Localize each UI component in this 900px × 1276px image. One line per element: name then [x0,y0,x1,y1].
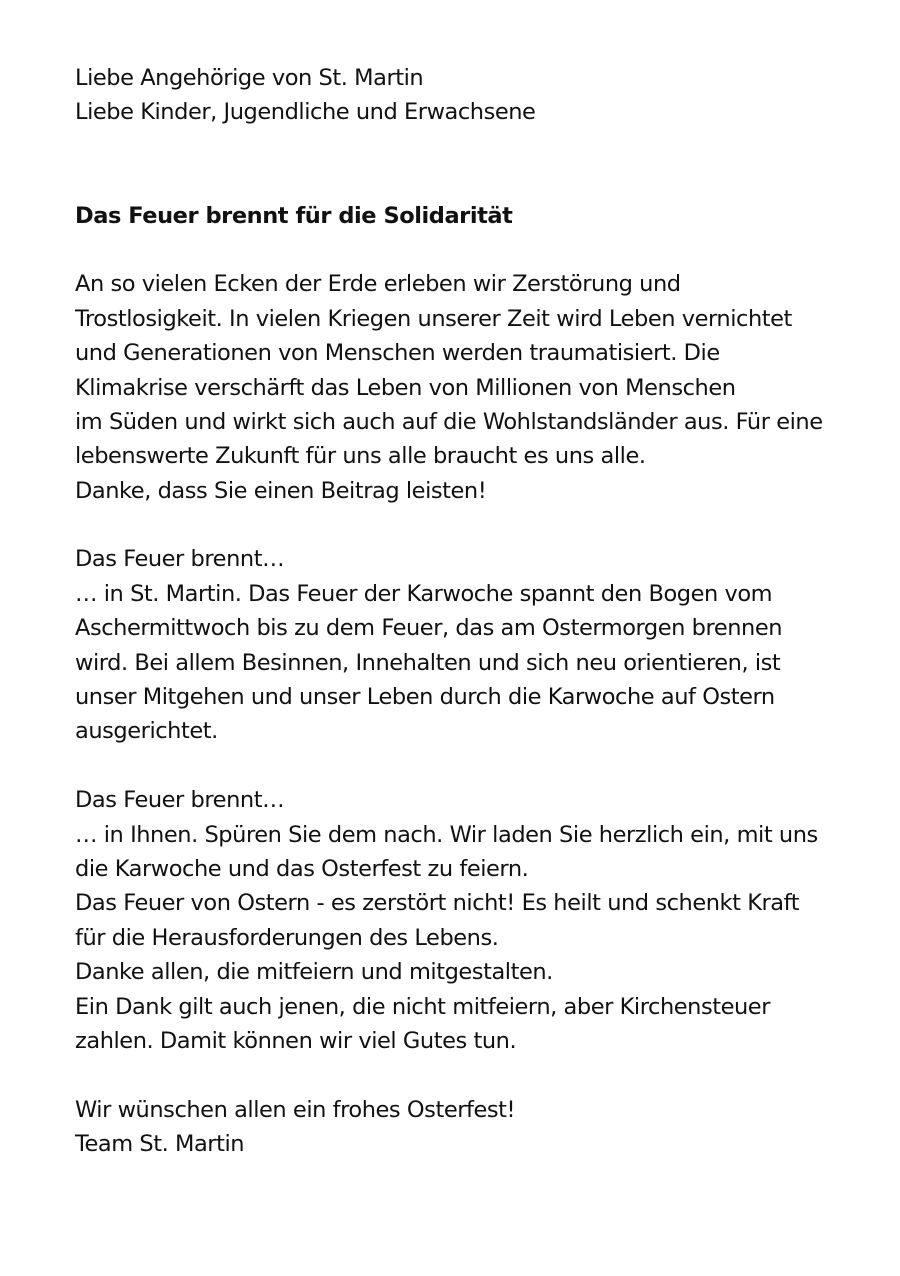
text-line: Trostlosigkeit. In vielen Kriegen unserer Zeit wird Leben vernichtet [75,305,792,332]
text-line: Das Feuer brennt… [75,546,285,573]
text-line: Das Feuer brennt… [75,787,285,814]
text-line: die Karwoche und das Osterfest zu feiern. [75,856,529,882]
heading-block [75,199,855,233]
text-line: unser Mitgehen und unser Leben durch die Karwoche auf Ostern [75,684,775,711]
greeting-block [75,61,855,130]
spacer [75,508,855,542]
text-line: wird. Bei allem Besinnen, Innehalten und sich neu orientieren, ist [75,649,781,676]
text-line: Danke, dass Sie einen Beitrag leisten! [75,477,487,504]
text-line: Ein Dank gilt auch jenen, die nicht mitfeiern, aber Kirchensteuer [75,993,771,1020]
greeting-line: Liebe Kinder, Jugendliche und Erwachsene [75,99,536,126]
text-line: zahlen. Damit können wir viel Gutes tun. [75,1027,517,1054]
paragraph-in-ihnen [75,783,855,1058]
text-line: und Generationen von Menschen werden traumatisiert. Die [75,340,720,367]
paragraph-solidarity [75,267,855,508]
text-line: Danke allen, die mitfeiern und mitgestalten. [75,959,553,986]
text-line: Klimakrise verschärft das Leben von Millionen von Menschen [75,374,736,401]
document-page [75,61,855,1162]
text-line: lebenswerte Zukunft für uns alle braucht es uns alle. [75,443,646,470]
text-line: … in Ihnen. Spüren Sie dem nach. Wir laden Sie herzlich ein, mit uns [75,821,818,848]
spacer [75,233,855,267]
greeting-line: Liebe Angehörige von St. Martin [75,65,424,91]
text-line: … in St. Martin. Das Feuer der Karwoche spannt den Bogen vom [75,580,773,607]
text-line: Das Feuer von Ostern - es zerstört nicht! Es heilt und schenkt Kraft [75,890,800,917]
text-line: ausgerichtet. [75,718,218,745]
signature: Team St. Martin [75,1131,245,1158]
text-line: Aschermittwoch bis zu dem Feuer, das am Ostermorgen brennen [75,615,783,642]
text-line: für die Herausforderungen des Lebens. [75,924,499,951]
paragraph-st-martin [75,542,855,748]
text-line: An so vielen Ecken der Erde erleben wir Zerstörung und [75,271,681,298]
text-line: im Süden und wirkt sich auch auf die Wohlstandsländer aus. Für eine [75,408,823,435]
closing-block [75,1093,855,1162]
spacer [75,749,855,783]
spacer [75,1058,855,1092]
spacer [75,130,855,199]
document-heading: Das Feuer brennt für die Solidarität [75,202,513,229]
closing-line: Wir wünschen allen ein frohes Osterfest! [75,1096,516,1123]
